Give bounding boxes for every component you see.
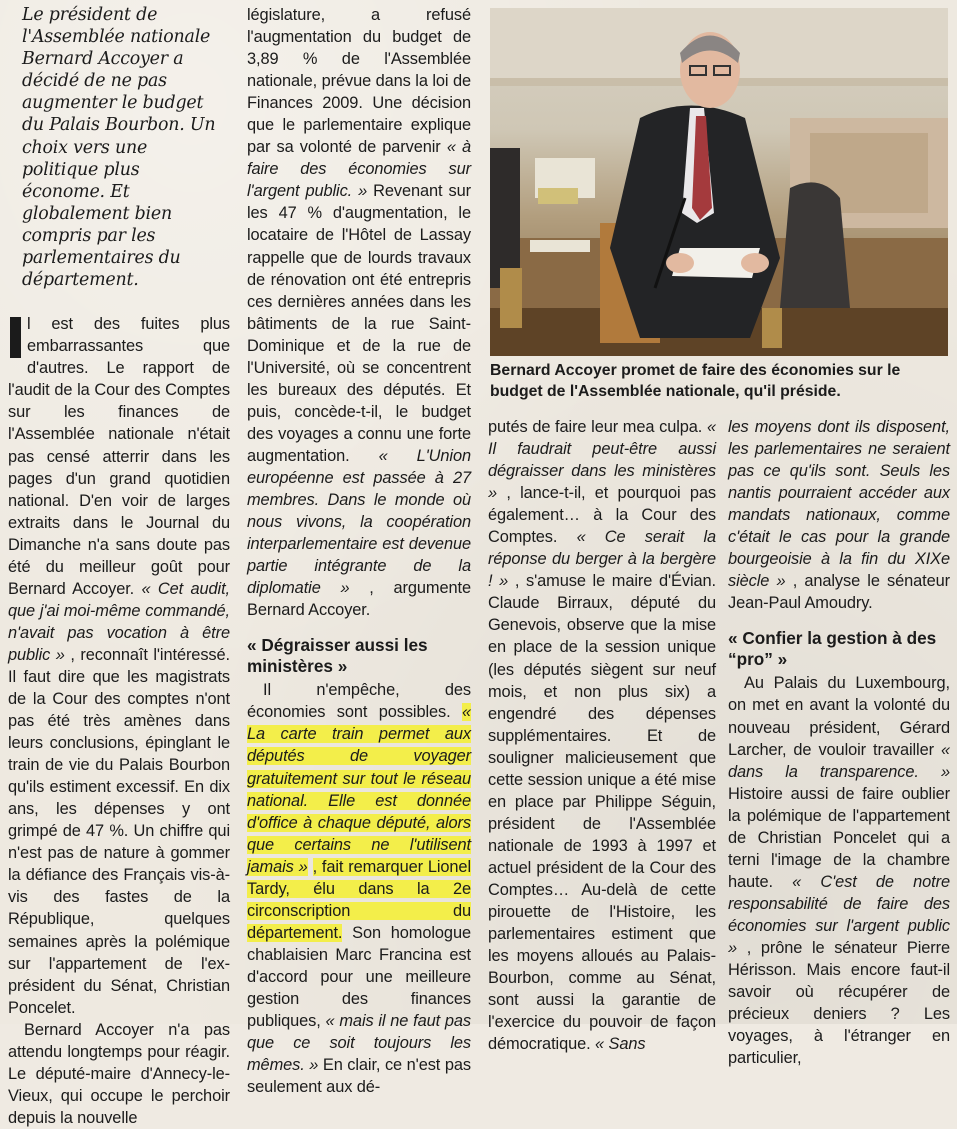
quote: « à faire des économies sur l'argent public. »: [247, 138, 471, 201]
article-lead: Le président de l'Assemblée nationale Bernard Accoyer a décidé de ne pas augmenter le budget du Palais Bourbon. Un choix vers une politique plus économe. Et globalement bien compris par les parlementaires du département.: [22, 5, 216, 291]
text-run: , reconnaît l'intéressé. Il faut dire que les magistrats de la Cour des comptes n'ont pas été très amènes dans leurs conclusions, épinglant le train de vie du Palais Bourbon qu'ils estiment excessif. En dix ans, les dépenses y ont grimpé de 47 %. Un chiffre qui n'est pas de nature à gommer la défiance des Français vis-à-vis des fastes de la République, quelques semaines après la polémique sur l'appartement de l'ex-président du Sénat, Christian Poncelet.: [8, 645, 230, 1017]
column-4-body-2: [728, 672, 950, 1069]
paragraph: [8, 313, 230, 1019]
column-4: [728, 416, 950, 1069]
highlighted-text: , fait remarquer Lionel Tardy, élu dans la 2e circonscription du département.: [247, 857, 471, 942]
quote: « Sans: [595, 1035, 646, 1054]
quote: « Ce serait la réponse du berger à la bergère ! »: [488, 528, 717, 591]
text-run: , s'amuse le maire d'Évian. Claude Birraux, député du Genevois, observe que la mise en place de la session unique (les députés siègent sur neuf mois, et non plus six) a engendré des dépenses supplémentaires. Et de souligner malicieusement que cette session unique a été mise en place par Philippe Séguin, président de l'Assemblée nationale de 1993 à 1997 et actuel président de la Cour des Comptes… Au-delà de cette pirouette de l'Histoire, les parlementaires estiment que les moyens alloués au Palais-Bourbon, comme au Sénat, sont aussi la garantie de l'exercice du pouvoir de façon démocratique.: [488, 572, 716, 1054]
text-run: , lance-t-il, et pourquoi pas également… à la Cour des Comptes.: [488, 484, 716, 547]
quote: les moyens dont ils disposent, les parlementaires ne seraient pas ce qu'ils sont. Seuls les nantis pourraient accéder aux mandats nationaux, comme c'était le cas pour la grande bourgeoisie à la fin du XIXe siècle »: [728, 418, 950, 591]
subheading: « Dégraisser aussi les ministères »: [247, 635, 428, 677]
text-run: putés de faire leur mea culpa.: [488, 418, 707, 436]
text-run: législature, a refusé l'augmentation du budget de 3,89 % de l'Assemblée nationale, prévue dans la loi de Finances 2009. Une décision que le parlementaire explique par sa volonté de parvenir: [247, 6, 471, 157]
photo-illustration: [490, 8, 948, 356]
text-run: En clair, ce n'est pas seulement aux dé-: [247, 1056, 471, 1097]
paragraph: [728, 672, 950, 1069]
paragraph: [8, 1019, 230, 1129]
paragraph: [728, 416, 950, 614]
quote: « mais il ne faut pas que ce soit toujours les mêmes. »: [247, 1012, 472, 1075]
highlighted-quote: « La carte train permet aux députés de voyager gratuitement sur tout le réseau national. Elle est donnée d'office à chaque député, alors que certains ne l'utilisent jamais »: [247, 703, 471, 876]
text-run: Revenant sur les 47 % d'augmentation, le locataire de l'Hôtel de Lassay rappelle que de lourds travaux de rénovation ont été entrepris ces dernières années dans les bâtiments de la rue Saint-Dominique et de la rue de l'Université, où se concentrent les bureaux des députés. Et puis, concède-t-il, le budget des voyages a connu une forte augmentation.: [247, 182, 471, 465]
quote: « Il faudrait peut-être aussi dégraisser dans les ministères »: [488, 418, 716, 503]
text-run: , prône le sénateur Pierre Hérisson. Mais encore faut-il savoir où récupérer de précieux deniers ? Les voyages, à l'étranger en particulier,: [728, 938, 950, 1068]
column-3: [488, 416, 716, 1055]
column-4-body: [728, 416, 950, 614]
photo-caption: Bernard Accoyer promet de faire des économies sur le budget de l'Assemblée nationale, qu'il préside.: [490, 362, 901, 400]
text-run: Son homologue chablaisien Marc Francina est d'accord pour une meilleure gestion des finances publiques,: [247, 923, 471, 1031]
quote: « L'Union européenne est passée à 27 membres. Dans le monde où nous vivons, la coopération interparlementaire est devenue partie intégrante de la diplomatie »: [247, 446, 471, 598]
text-run: l est des fuites plus embarrassantes que d'autres. Le rapport de l'audit de la Cour des Comptes sur les finances de l'Assemblée nationale n'était pas censé atterrir dans les pages d'un grand quotidien national. D'en voir de larges extraits dans le Journal du Dimanche n'a sans doute pas été du meilleur goût pour Bernard Accoyer.: [8, 315, 230, 598]
paragraph: [488, 416, 716, 1055]
quote: « dans la transparence. »: [728, 740, 950, 781]
text-run: Bernard Accoyer n'a pas attendu longtemps pour réagir. Le député-maire d'Annecy-le-Vieux, qui occupe le perchoir depuis la nouvelle: [8, 1020, 230, 1127]
column-1: [8, 0, 230, 1129]
text-run: Histoire aussi de faire oublier la polémique de l'appartement de Christian Poncelet qui a terni l'image de la chambre haute.: [728, 784, 950, 891]
text-run: Il n'empêche, des économies sont possibles.: [247, 681, 471, 722]
drop-cap: [10, 317, 21, 358]
quote: « Cet audit, que j'ai moi-même commandé, n'avait pas vocation à être public »: [8, 579, 230, 664]
paragraph: [247, 679, 471, 1098]
text-run: , analyse le sénateur Jean-Paul Amoudry.: [728, 572, 950, 613]
column-2: [247, 0, 471, 1098]
article-photo: [490, 8, 948, 356]
column-3-body: [488, 416, 716, 1055]
column-2-body-2: [247, 679, 471, 1098]
quote: « C'est de notre responsabilité de faire des économies sur l'argent public »: [728, 872, 950, 957]
text-run: , argumente Bernard Accoyer.: [247, 579, 471, 620]
column-1-body: [8, 313, 230, 1129]
paragraph: [247, 4, 471, 621]
text-run: Au Palais du Luxembourg, on met en avant la volonté du nouveau président, Gérard Larcher, de vouloir travailler: [728, 674, 950, 759]
column-2-body: [247, 4, 471, 621]
subheading: « Confier la gestion à des “pro” »: [728, 628, 937, 670]
